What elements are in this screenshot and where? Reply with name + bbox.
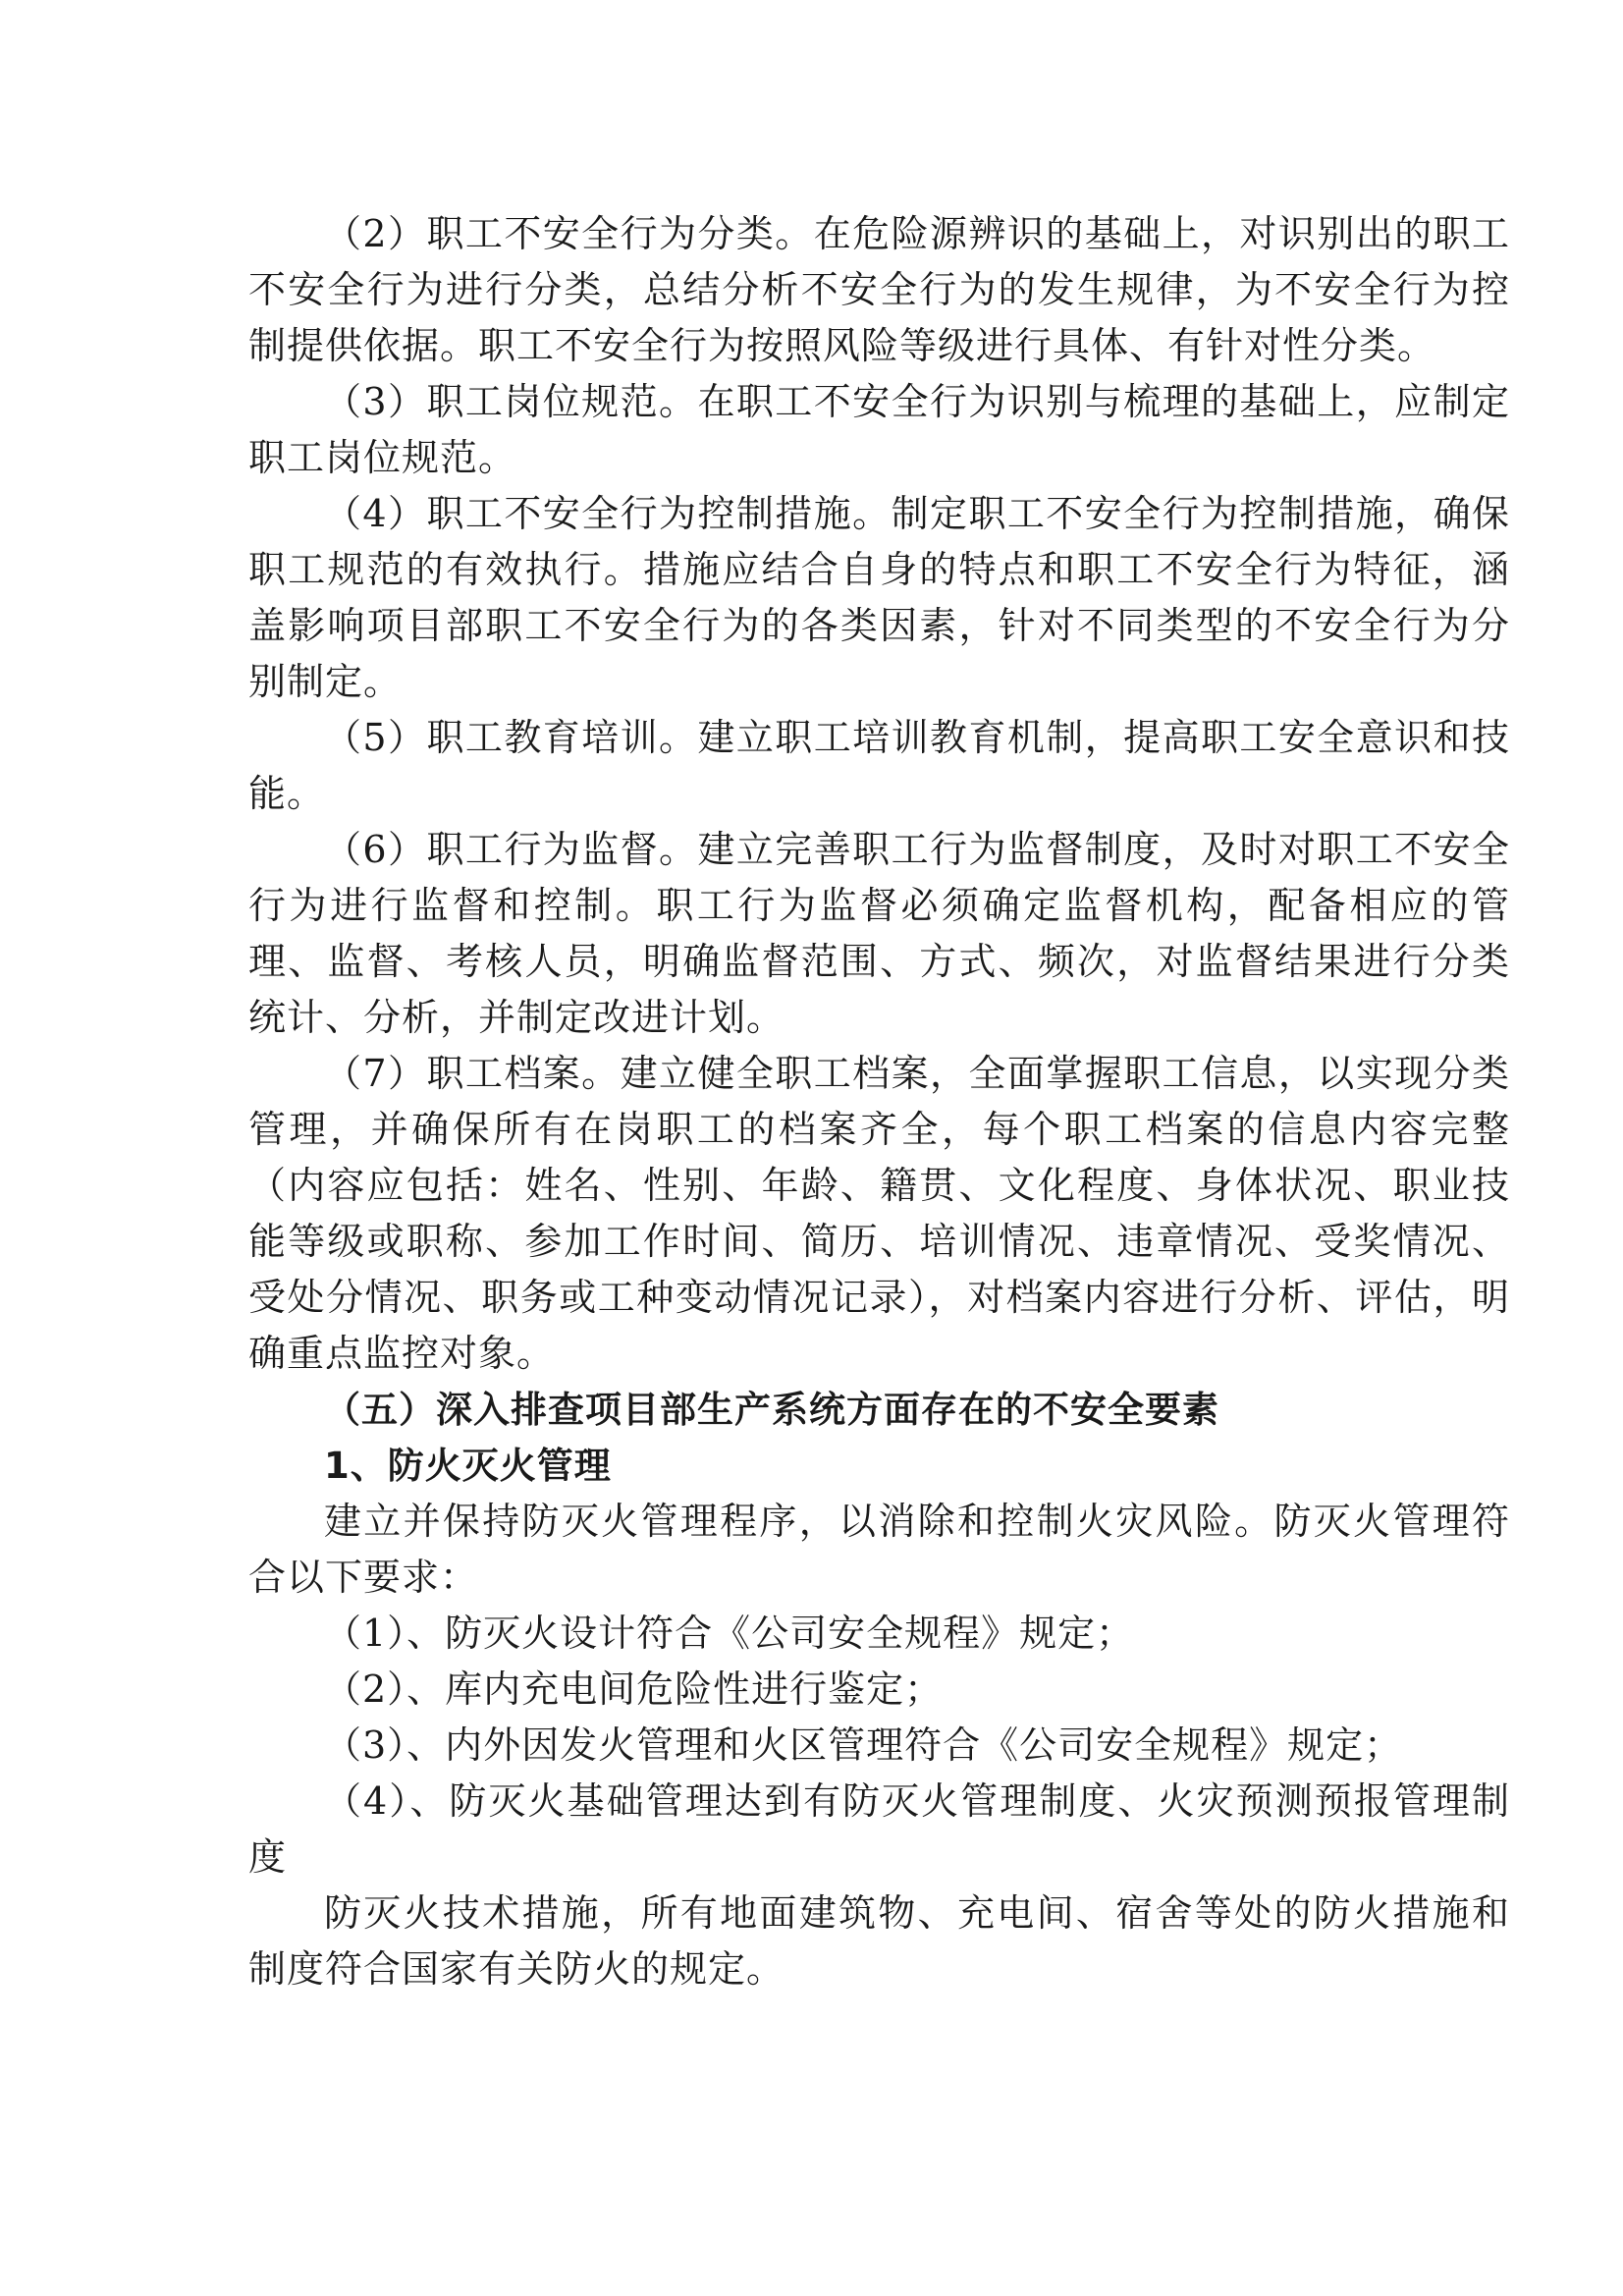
paragraph-worker-unsafe-behavior-classification: （2）职工不安全行为分类。在危险源辨识的基础上，对识别出的职工不安全行为进行分类，总结分析不安全行为的发生规律，为不安全行为控制提供依据。职工不安全行为按照风险等级进行具体、有针对性分类。 bbox=[248, 212, 1510, 367]
list-item-fire-3: （3）、内外因发火管理和火区管理符合《公司安全规程》规定； bbox=[324, 1723, 1403, 1767]
paragraph-education-training: （5）职工教育培训。建立职工培训教育机制，提高职工安全意识和技能。 bbox=[248, 716, 1510, 815]
paragraph-fire-intro: 建立并保持防灭火管理程序，以消除和控制火灾风险。防灭火管理符合以下要求： bbox=[248, 1500, 1510, 1599]
paragraph-control-measures: （4）职工不安全行为控制措施。制定职工不安全行为控制措施，确保职工规范的有效执行。措施应结合自身的特点和职工不安全行为特征，涵盖影响项目部职工不安全行为的各类因素，针对不同类型的不安全行为分别制定。 bbox=[248, 492, 1510, 703]
paragraph-worker-job-standards: （3）职工岗位规范。在职工不安全行为识别与梳理的基础上，应制定职工岗位规范。 bbox=[248, 380, 1510, 479]
subsection-heading: 1、防火灭火管理 bbox=[324, 1445, 612, 1487]
paragraph-behavior-supervision: （6）职工行为监督。建立完善职工行为监督制度，及时对职工不安全行为进行监督和控制。职工行为监督必须确定监督机构，配备相应的管理、监督、考核人员，明确监督范围、方式、频次，对监督结果进行分类统计、分析，并制定改进计划。 bbox=[248, 828, 1510, 1039]
list-item-fire-1: （1）、防灭火设计符合《公司安全规程》规定； bbox=[324, 1612, 1135, 1655]
section-heading: （五）深入排查项目部生产系统方面存在的不安全要素 bbox=[324, 1389, 1219, 1431]
paragraph-worker-archives: （7）职工档案。建立健全职工档案，全面掌握职工信息，以实现分类管理，并确保所有在岗职工的档案齐全，每个职工档案的信息内容完整（内容应包括：姓名、性别、年龄、籍贯、文化程度、身体状况、职业技能等级或职称、参加工作时间、简历、培训情况、违章情况、受奖情况、受处分情况、职务或工种变动情况记录），对档案内容进行分析、评估，明确重点监控对象。 bbox=[248, 1052, 1510, 1375]
document-body bbox=[248, 206, 1510, 1997]
paragraph-fire-closing: 防灭火技术措施，所有地面建筑物、充电间、宿舍等处的防火措施和制度符合国家有关防火的规定。 bbox=[248, 1891, 1510, 1991]
list-item-fire-4: （4）、防灭火基础管理达到有防灭火管理制度、火灾预测预报管理制度 bbox=[248, 1779, 1510, 1879]
list-item-fire-2: （2）、库内充电间危险性进行鉴定； bbox=[324, 1667, 944, 1711]
